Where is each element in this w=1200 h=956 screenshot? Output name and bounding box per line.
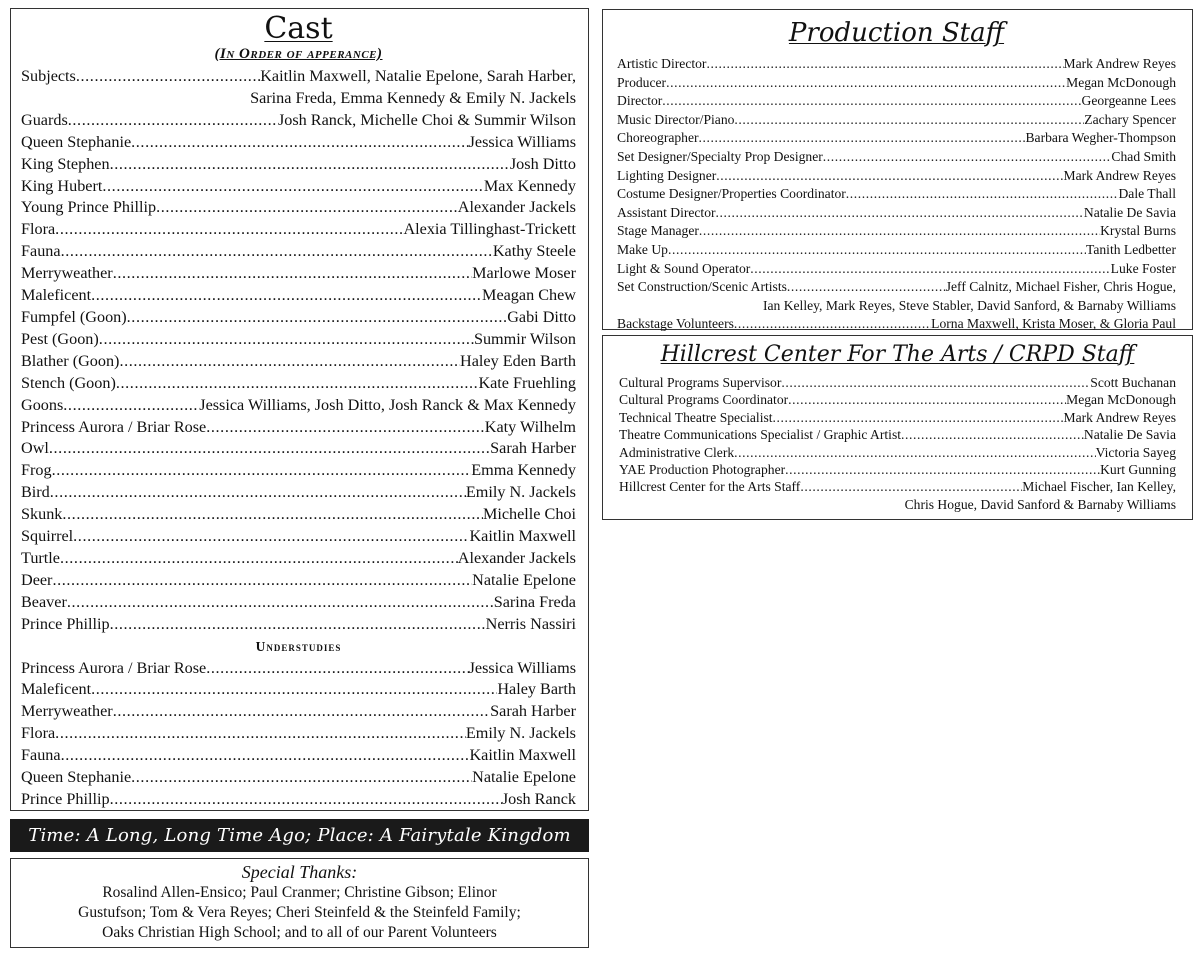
cast-row bbox=[21, 176, 576, 198]
dot-leader bbox=[823, 148, 1112, 167]
name-value: Natalie Epelone bbox=[472, 768, 576, 787]
dot-leader bbox=[156, 197, 458, 219]
dot-leader bbox=[788, 391, 1066, 408]
name-value: Gabi Ditto bbox=[507, 307, 576, 326]
crpd-staff-panel bbox=[602, 335, 1193, 520]
name-value: Marlowe Moser bbox=[472, 264, 576, 283]
role-label: Director bbox=[617, 93, 663, 109]
dot-leader bbox=[734, 111, 1084, 130]
name-value: Josh Ranck, Michelle Choi & Summir Wilson bbox=[277, 110, 576, 129]
staff-row bbox=[617, 315, 1176, 334]
role-label: Hillcrest Center for the Arts Staff bbox=[619, 479, 801, 495]
dot-leader bbox=[110, 154, 510, 176]
special-thanks-title: Special Thanks: bbox=[241, 862, 358, 882]
understudy-row bbox=[21, 658, 576, 680]
name-value: Josh Ranck bbox=[501, 790, 576, 808]
production-staff-panel bbox=[602, 9, 1193, 330]
name-value: Natalie Epelone bbox=[472, 570, 576, 589]
name-value: Mark Andrew Reyes bbox=[1063, 409, 1176, 425]
role-label: Maleficent bbox=[21, 286, 92, 305]
dot-leader bbox=[734, 444, 1096, 461]
role-label: Prince Phillip bbox=[21, 614, 110, 633]
name-value: Haley Barth bbox=[497, 680, 576, 699]
thanks-line: Gustufson; Tom & Vera Reyes; Cheri Steinfeld & the Steinfeld Family; bbox=[78, 904, 521, 921]
name-value: Kaitlin Maxwell bbox=[469, 527, 576, 546]
cast-row bbox=[21, 66, 576, 88]
cast-row bbox=[21, 438, 576, 460]
dot-leader bbox=[716, 167, 1063, 186]
name-value: Summir Wilson bbox=[473, 329, 576, 348]
role-label: Fauna bbox=[21, 242, 61, 261]
understudies-heading: Understudies bbox=[255, 638, 342, 654]
role-label: Squirrel bbox=[21, 527, 74, 546]
role-label: Fauna bbox=[21, 746, 61, 765]
dot-leader bbox=[91, 679, 497, 701]
role-label: Deer bbox=[21, 570, 53, 589]
crpd-row bbox=[619, 374, 1176, 391]
staff-row bbox=[617, 222, 1176, 241]
dot-leader bbox=[52, 570, 472, 592]
role-label: Skunk bbox=[21, 505, 63, 524]
role-label: Queen Stephanie bbox=[21, 768, 132, 787]
cast-row bbox=[21, 285, 576, 307]
cast-row bbox=[21, 132, 576, 154]
dot-leader bbox=[55, 219, 403, 241]
name-value-continued: Chris Hogue, David Sanford & Barnaby Williams bbox=[904, 496, 1176, 512]
name-value: Alexia Tillinghast-Trickett bbox=[403, 220, 576, 239]
dot-leader bbox=[113, 701, 490, 723]
staff-row bbox=[617, 55, 1176, 74]
dot-leader bbox=[206, 658, 468, 680]
crpd-row bbox=[619, 444, 1176, 461]
name-value: Jeff Calnitz, Michael Fisher, Chris Hogue, bbox=[945, 279, 1176, 295]
name-value: Max Kennedy bbox=[483, 176, 576, 195]
dot-leader bbox=[127, 307, 508, 329]
dot-leader bbox=[73, 526, 469, 548]
name-value: Jessica Williams, Josh Ditto, Josh Ranck & Max Kennedy bbox=[199, 395, 576, 414]
dot-leader bbox=[206, 417, 485, 439]
name-value: Tanith Ledbetter bbox=[1085, 241, 1176, 257]
dot-leader bbox=[773, 409, 1064, 426]
name-value: Natalie De Savia bbox=[1083, 204, 1176, 220]
name-value: Mark Andrew Reyes bbox=[1063, 56, 1176, 71]
name-value: Meagan Chew bbox=[482, 286, 576, 305]
name-value: Krystal Burns bbox=[1100, 223, 1176, 239]
role-label: Assistant Director bbox=[617, 204, 716, 220]
name-value: Emma Kennedy bbox=[471, 461, 576, 480]
name-value: Emily N. Jackels bbox=[465, 724, 576, 743]
crpd-row bbox=[619, 461, 1176, 478]
role-label: Queen Stephanie bbox=[21, 132, 132, 151]
dot-leader bbox=[91, 285, 482, 307]
dot-leader bbox=[750, 260, 1110, 279]
name-value: Megan McDonough bbox=[1066, 392, 1176, 408]
dot-leader bbox=[50, 482, 466, 504]
name-value: Michael Fischer, Ian Kelley, bbox=[1022, 479, 1176, 495]
dot-leader bbox=[110, 789, 502, 811]
dot-leader bbox=[131, 132, 468, 154]
dot-leader bbox=[699, 129, 1026, 148]
name-value: Haley Eden Barth bbox=[460, 351, 576, 370]
name-value: Megan McDonough bbox=[1066, 74, 1176, 90]
role-label: Backstage Volunteers bbox=[617, 316, 734, 332]
cast-row bbox=[21, 351, 576, 373]
role-label: Guards bbox=[21, 110, 68, 129]
name-value: Mark Andrew Reyes bbox=[1063, 167, 1176, 183]
understudy-row bbox=[21, 767, 576, 789]
special-thanks-panel bbox=[10, 858, 589, 948]
crpd-row bbox=[619, 391, 1176, 408]
staff-row bbox=[617, 92, 1176, 111]
cast-row bbox=[21, 395, 576, 417]
name-value: Kaitlin Maxwell, Natalie Epelone, Sarah Harber, bbox=[260, 67, 576, 85]
dot-leader bbox=[61, 241, 493, 263]
role-label: Princess Aurora / Briar Rose bbox=[21, 658, 207, 677]
crpd-row bbox=[619, 426, 1176, 443]
dot-leader bbox=[99, 329, 474, 351]
name-value: Zachary Spencer bbox=[1084, 111, 1176, 127]
cast-row bbox=[21, 329, 576, 351]
role-label: Cultural Programs Coordinator bbox=[619, 392, 789, 408]
dot-leader bbox=[901, 426, 1084, 443]
understudy-row bbox=[21, 789, 576, 811]
name-value: Scott Buchanan bbox=[1090, 375, 1176, 390]
role-label: Young Prince Phillip bbox=[21, 198, 157, 217]
role-label: Stench (Goon) bbox=[21, 373, 116, 392]
role-label: Prince Phillip bbox=[21, 790, 110, 808]
thanks-line: Rosalind Allen-Ensico; Paul Cranmer; Christine Gibson; Elinor bbox=[102, 884, 497, 901]
cast-row bbox=[21, 548, 576, 570]
dot-leader bbox=[662, 92, 1081, 111]
role-label: Set Construction/Scenic Artists bbox=[617, 279, 787, 295]
staff-row bbox=[617, 185, 1176, 204]
crpd-row bbox=[619, 409, 1176, 426]
cast-row bbox=[21, 154, 576, 176]
role-label: Theatre Communications Specialist / Graphic Artist bbox=[619, 427, 902, 443]
name-value: Alexander Jackels bbox=[457, 198, 576, 217]
role-label: Fumpfel (Goon) bbox=[21, 307, 127, 326]
cast-title: Cast bbox=[264, 11, 333, 46]
role-label: Frog bbox=[21, 461, 52, 480]
cast-row bbox=[21, 592, 576, 614]
role-label: Make Up bbox=[617, 241, 668, 257]
dot-leader bbox=[102, 176, 483, 198]
dot-leader bbox=[60, 548, 458, 570]
role-label: Administrative Clerk bbox=[619, 444, 735, 460]
name-value: Lorna Maxwell, Krista Moser, & Gloria Paul bbox=[931, 316, 1176, 332]
name-value: Jessica Williams bbox=[468, 658, 576, 677]
dot-leader bbox=[668, 241, 1086, 260]
staff-row bbox=[617, 129, 1176, 148]
cast-panel bbox=[10, 8, 589, 811]
cast-row bbox=[21, 373, 576, 395]
staff-row bbox=[617, 111, 1176, 130]
role-label: Pest (Goon) bbox=[21, 329, 99, 348]
role-label: Artistic Director bbox=[617, 56, 707, 71]
dot-leader bbox=[800, 478, 1022, 495]
cast-row bbox=[21, 417, 576, 439]
dot-leader bbox=[63, 395, 199, 417]
name-value: Chad Smith bbox=[1111, 148, 1176, 164]
dot-leader bbox=[49, 438, 490, 460]
staff-row bbox=[617, 148, 1176, 167]
dot-leader bbox=[716, 204, 1084, 223]
understudy-row bbox=[21, 723, 576, 745]
staff-row bbox=[617, 204, 1176, 223]
time-place-banner: Time: A Long, Long Time Ago; Place: A Fairytale Kingdom bbox=[10, 819, 589, 852]
dot-leader bbox=[699, 222, 1100, 241]
thanks-line: Oaks Christian High School; and to all of our Parent Volunteers bbox=[102, 924, 497, 941]
role-label: Stage Manager bbox=[617, 223, 699, 239]
dot-leader bbox=[113, 263, 472, 285]
role-label: Flora bbox=[21, 220, 56, 239]
role-label: Maleficent bbox=[21, 680, 92, 699]
production-staff-title: Production Staff bbox=[788, 18, 1005, 48]
crpd-staff-title: Hillcrest Center For The Arts / CRPD Staff bbox=[660, 342, 1135, 367]
role-label: Choreographer bbox=[617, 130, 699, 146]
dot-leader bbox=[706, 55, 1063, 74]
dot-leader bbox=[67, 592, 494, 614]
name-value: Emily N. Jackels bbox=[465, 483, 576, 502]
staff-row bbox=[617, 167, 1176, 186]
name-value-continued: Ian Kelley, Mark Reyes, Steve Stabler, David Sanford, & Barnaby Williams bbox=[762, 297, 1176, 313]
crpd-row bbox=[619, 478, 1176, 495]
cast-row bbox=[21, 460, 576, 482]
dot-leader bbox=[61, 745, 470, 767]
dot-leader bbox=[131, 767, 472, 789]
name-value: Luke Foster bbox=[1110, 260, 1176, 276]
name-value: Jessica Williams bbox=[468, 132, 576, 151]
staff-row bbox=[617, 74, 1176, 93]
dot-leader bbox=[785, 461, 1100, 478]
role-label: Set Designer/Specialty Prop Designer bbox=[617, 148, 823, 164]
role-label: Blather (Goon) bbox=[21, 351, 120, 370]
staff-row bbox=[617, 260, 1176, 279]
role-label: Cultural Programs Supervisor bbox=[619, 375, 782, 390]
name-value: Katy Wilhelm bbox=[484, 417, 576, 436]
role-label: King Hubert bbox=[21, 176, 103, 195]
name-value: Nerris Nassiri bbox=[485, 614, 576, 633]
role-label: Merryweather bbox=[21, 702, 113, 721]
name-value: Kathy Steele bbox=[492, 242, 576, 261]
cast-row bbox=[21, 241, 576, 263]
crpd-staff-list bbox=[619, 374, 1176, 513]
dot-leader bbox=[68, 110, 278, 132]
role-label: YAE Production Photographer bbox=[619, 462, 786, 478]
understudy-row bbox=[21, 679, 576, 701]
name-value-continued: Sarina Freda, Emma Kennedy & Emily N. Jackels bbox=[250, 88, 576, 107]
role-label: Turtle bbox=[21, 548, 60, 567]
name-value: Kaitlin Maxwell bbox=[469, 746, 576, 765]
cast-row bbox=[21, 263, 576, 285]
understudy-row bbox=[21, 745, 576, 767]
role-label: Light & Sound Operator bbox=[617, 260, 751, 276]
role-label: Technical Theatre Specialist bbox=[619, 409, 773, 425]
role-label: Owl bbox=[21, 439, 49, 458]
cast-row bbox=[21, 219, 576, 241]
name-value: Kurt Gunning bbox=[1100, 462, 1176, 478]
role-label: Bird bbox=[21, 483, 50, 502]
cast-row bbox=[21, 197, 576, 219]
dot-leader bbox=[787, 278, 946, 297]
name-value: Sarah Harber bbox=[490, 439, 576, 458]
role-label: Costume Designer/Properties Coordinator bbox=[617, 186, 846, 202]
role-label: King Stephen bbox=[21, 154, 110, 173]
production-staff-list bbox=[617, 55, 1176, 334]
special-thanks-text bbox=[19, 883, 580, 943]
dot-leader bbox=[76, 66, 260, 88]
role-label: Goons bbox=[21, 395, 64, 414]
name-value: Josh Ditto bbox=[509, 154, 576, 173]
role-label: Merryweather bbox=[21, 264, 113, 283]
staff-row bbox=[617, 278, 1176, 297]
name-value: Kate Fruehling bbox=[478, 373, 576, 392]
dot-leader bbox=[846, 185, 1119, 204]
dot-leader bbox=[116, 373, 479, 395]
cast-subtitle: (In Order of apperance) bbox=[214, 46, 383, 62]
role-label: Lighting Designer bbox=[617, 167, 717, 183]
name-value: Dale Thall bbox=[1118, 186, 1176, 202]
cast-row bbox=[21, 482, 576, 504]
cast-row bbox=[21, 614, 576, 636]
understudies-list bbox=[21, 658, 576, 811]
staff-row bbox=[617, 241, 1176, 260]
dot-leader bbox=[666, 74, 1066, 93]
name-value: Sarina Freda bbox=[493, 592, 576, 611]
cast-row bbox=[21, 526, 576, 548]
cast-row bbox=[21, 504, 576, 526]
cast-row bbox=[21, 307, 576, 329]
role-label: Beaver bbox=[21, 592, 67, 611]
role-label: Flora bbox=[21, 724, 56, 743]
name-value: Victoria Sayeg bbox=[1095, 444, 1176, 460]
cast-row bbox=[21, 570, 576, 592]
name-value: Alexander Jackels bbox=[457, 548, 576, 567]
name-value: Georgeanne Lees bbox=[1081, 93, 1176, 109]
dot-leader bbox=[62, 504, 483, 526]
cast-row bbox=[21, 110, 576, 132]
name-value: Natalie De Savia bbox=[1083, 427, 1176, 443]
dot-leader bbox=[55, 723, 466, 745]
dot-leader bbox=[781, 374, 1090, 391]
dot-leader bbox=[734, 315, 931, 334]
role-label: Music Director/Piano bbox=[617, 111, 735, 127]
understudy-row bbox=[21, 701, 576, 723]
dot-leader bbox=[110, 614, 486, 636]
name-value: Michelle Choi bbox=[482, 505, 576, 524]
dot-leader bbox=[52, 460, 472, 482]
role-label: Subjects bbox=[21, 67, 76, 85]
name-value: Sarah Harber bbox=[490, 702, 576, 721]
cast-list bbox=[21, 66, 576, 636]
role-label: Producer bbox=[617, 74, 667, 90]
name-value: Barbara Wegher-Thompson bbox=[1025, 130, 1176, 146]
role-label: Princess Aurora / Briar Rose bbox=[21, 417, 207, 436]
dot-leader bbox=[119, 351, 460, 373]
